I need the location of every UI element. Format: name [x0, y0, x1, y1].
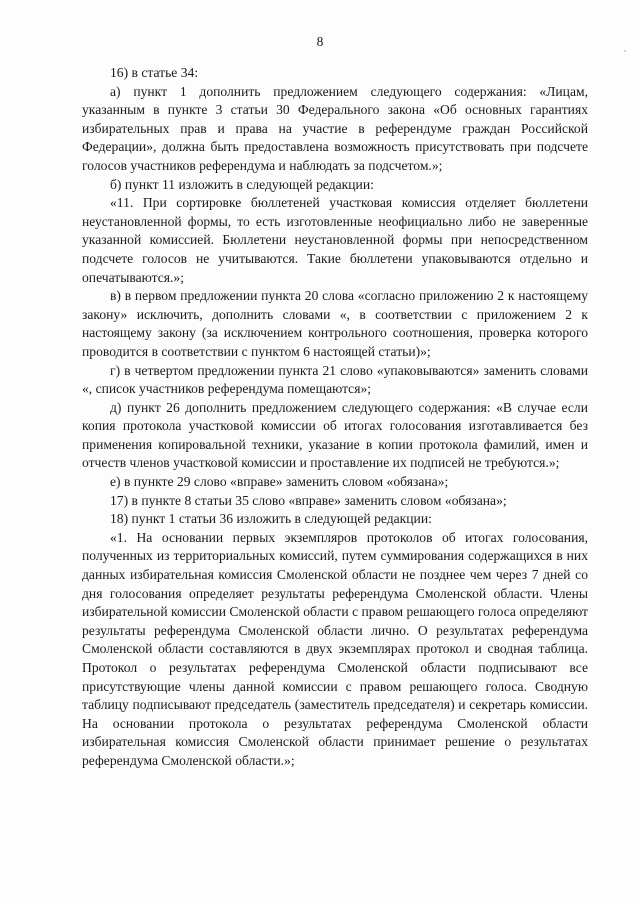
paragraph-16v: в) в первом предложении пункта 20 слова «согласно приложению 2 к настоящему закону» исключить, дополнить словами «, в соответствии с приложением 2 к настоящему закону (за исключением контрольного соотношения, проверка которого проводится в соответствии с пунктом 6 настоящей статьи)»;: [82, 288, 588, 359]
margin-mark: ,: [624, 44, 626, 53]
paragraph-17: 17) в пункте 8 статьи 35 слово «вправе» заменить словом «обязана»;: [110, 492, 507, 508]
paragraph-18-text: «1. На основании первых экземпляров протоколов об итогах голосования, полученных из территориальных комиссий, путем суммирования содержащихся в них данных избирательная комиссия Смоленской области не позднее чем через 7 дней со дня голосования определяет результаты референдума Смоленской области. Члены избирательной комиссии Смоленской области с правом решающего голоса определяют результаты референдума Смоленской области лично. О результатах референдума Смоленской области составляются в двух экземплярах протокол и сводная таблица. Протокол о результатах референдума Смоленской области подписывают все присутствующие члены данной комиссии с правом решающего голоса. Сводную таблицу подписывают председатель (заместитель председателя) и секретарь комиссии. На основании протокола о результатах референдума Смоленской области избирательная комиссия Смоленской области принимает решение о результатах референдума Смоленской области.»;: [82, 529, 588, 768]
paragraph-16b-text: «11. При сортировке бюллетеней участковая комиссия отделяет бюллетени неустановленной формы, то есть изготовленные неофициально либо не заверенные указанной комиссией. Бюллетени неустановленной формы при непосредственном подсчете голосов не учитываются. Такие бюллетени упаковываются отдельно и опечатываются.»;: [82, 195, 588, 285]
paragraph-16a: а) пункт 1 дополнить предложением следующего содержания: «Лицам, указанным в пункте 3 статьи 30 Федерального закона «Об основных гарантиях избирательных прав и права на участие в референдуме граждан Российской Федерации», должна быть предоставлена возможность присутствовать при подсчете голосов участников референдума и наблюдать за подсчетом.»;: [82, 83, 588, 173]
page-number: 8: [316, 34, 324, 49]
paragraph-16b: б) пункт 11 изложить в следующей редакции:: [110, 176, 374, 192]
document-body: [82, 64, 588, 771]
paragraph-16g: г) в четвертом предложении пункта 21 слово «упаковываются» заменить словами «, список участников референдума помещаются»;: [82, 362, 588, 397]
paragraph-16: 16) в статье 34:: [110, 65, 199, 80]
paragraph-16d: д) пункт 26 дополнить предложением следующего содержания: «В случае если копия протокола участковой комиссии об итогах голосования изготавливается без применения копировальной техники, указание в копии протокола фамилий, имен и отчеств членов участковой комиссии и проставление их подписей не требуются.»;: [82, 399, 588, 471]
paragraph-16e: е) в пункте 29 слово «вправе» заменить словом «обязана»;: [110, 474, 449, 490]
paragraph-18: 18) пункт 1 статьи 36 изложить в следующей редакции:: [110, 511, 432, 527]
